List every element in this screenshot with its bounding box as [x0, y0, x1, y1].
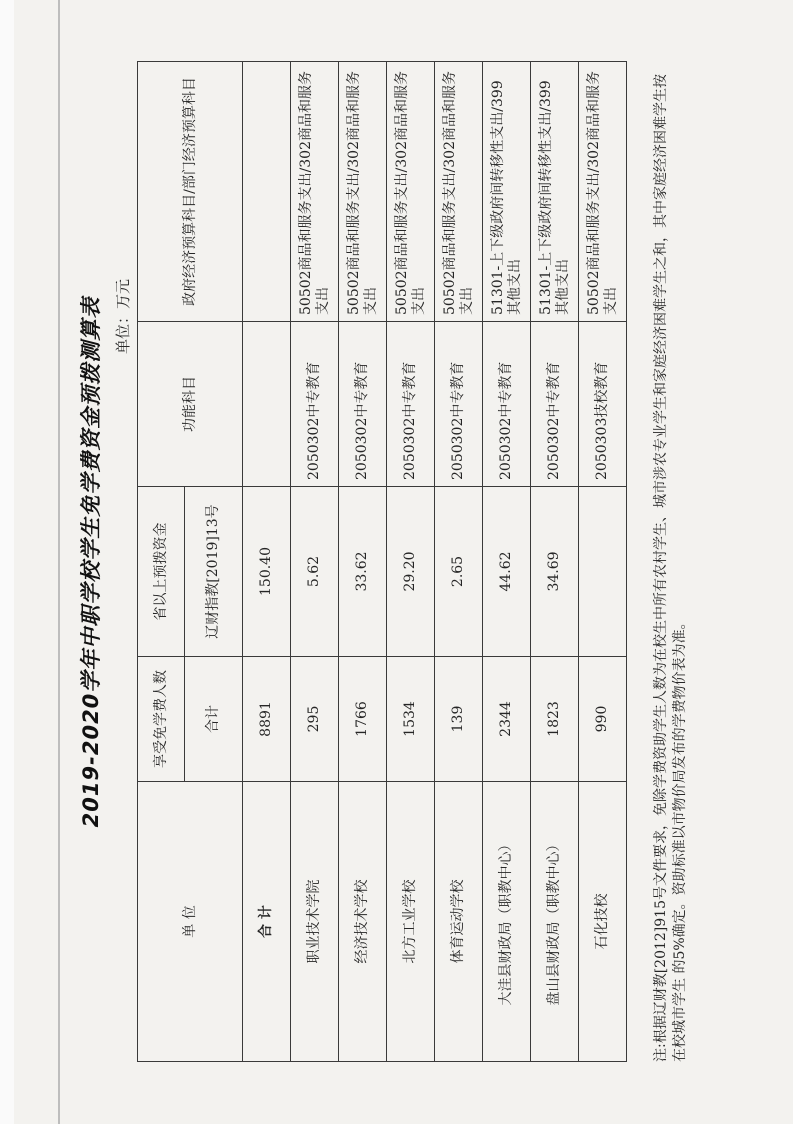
row-unit-name: 大洼县财政局（职教中心） [483, 782, 531, 1062]
table-row [531, 62, 579, 1062]
row-economic: 50502商品和服务支出/302商品和服务支出 [435, 62, 483, 322]
row-economic: 50502商品和服务支出/302商品和服务支出 [339, 62, 387, 322]
header-economic-subject: 政府经济预算科目/部门经济预算科目 [138, 62, 243, 322]
total-economic [243, 62, 291, 322]
row-function: 2050302中专教育 [483, 322, 531, 487]
row-function: 2050302中专教育 [387, 322, 435, 487]
unit-label: 单位：万元 [114, 278, 132, 354]
total-label: 合 计 [243, 782, 291, 1062]
header-funds-group: 省以上预拨资金 [138, 487, 185, 657]
row-funds: 33.62 [339, 487, 387, 657]
row-students: 1766 [339, 657, 387, 782]
table-row [339, 62, 387, 1062]
row-function: 2050302中专教育 [531, 322, 579, 487]
table-row [435, 62, 483, 1062]
row-funds: 5.62 [291, 487, 339, 657]
row-function: 2050302中专教育 [339, 322, 387, 487]
table-row [387, 62, 435, 1062]
row-unit-name: 职业技术学院 [291, 782, 339, 1062]
row-funds [579, 487, 627, 657]
row-students: 295 [291, 657, 339, 782]
footnote: 注:根据辽财教[2012]915号文件要求，免除学费资助学生人数为在校生中所有农村学生、城市涉农专业学生和家庭经济困难学生之和，其中家庭经济困难学生按在校城市学生 的5%确定。资助标准以市物价局发布的学费物价表为准。 [653, 74, 688, 1062]
row-students: 2344 [483, 657, 531, 782]
row-economic: 50502商品和服务支出/302商品和服务支出 [387, 62, 435, 322]
row-students: 139 [435, 657, 483, 782]
total-row [243, 62, 291, 1062]
header-row-1 [138, 62, 185, 1062]
row-students: 1534 [387, 657, 435, 782]
row-unit-name: 经济技术学校 [339, 782, 387, 1062]
row-economic: 50502商品和服务支出/302商品和服务支出 [291, 62, 339, 322]
header-unit: 单 位 [138, 782, 243, 1062]
row-funds: 29.20 [387, 487, 435, 657]
row-function: 2050303技校教育 [579, 322, 627, 487]
total-students: 8891 [243, 657, 291, 782]
row-students: 1823 [531, 657, 579, 782]
header-function-subject: 功能科目 [138, 322, 243, 487]
total-function [243, 322, 291, 487]
row-funds: 44.62 [483, 487, 531, 657]
row-funds: 2.65 [435, 487, 483, 657]
total-funds: 150.40 [243, 487, 291, 657]
row-unit-name: 体育运动学校 [435, 782, 483, 1062]
header-total: 合计 [185, 657, 243, 782]
row-funds: 34.69 [531, 487, 579, 657]
header-doc-number: 辽财指教[2019]13号 [185, 487, 243, 657]
table-row [579, 62, 627, 1062]
row-economic: 50502商品和服务支出/302商品和服务支出 [579, 62, 627, 322]
row-unit-name: 北方工业学校 [387, 782, 435, 1062]
row-economic: 51301-上下级政府间转移性支出/399其他支出 [531, 62, 579, 322]
row-students: 990 [579, 657, 627, 782]
row-function: 2050302中专教育 [435, 322, 483, 487]
funding-table [137, 61, 627, 1062]
row-unit-name: 石化技校 [579, 782, 627, 1062]
table-row [291, 62, 339, 1062]
row-function: 2050302中专教育 [291, 322, 339, 487]
row-unit-name: 盘山县财政局（职教中心） [531, 782, 579, 1062]
header-students-group: 享受免学费人数 [138, 657, 185, 782]
document-title: 2019-2020学年中职学校学生免学费资金预拨测算表 [79, 296, 103, 828]
row-economic: 51301-上下级政府间转移性支出/399其他支出 [483, 62, 531, 322]
table-row [483, 62, 531, 1062]
